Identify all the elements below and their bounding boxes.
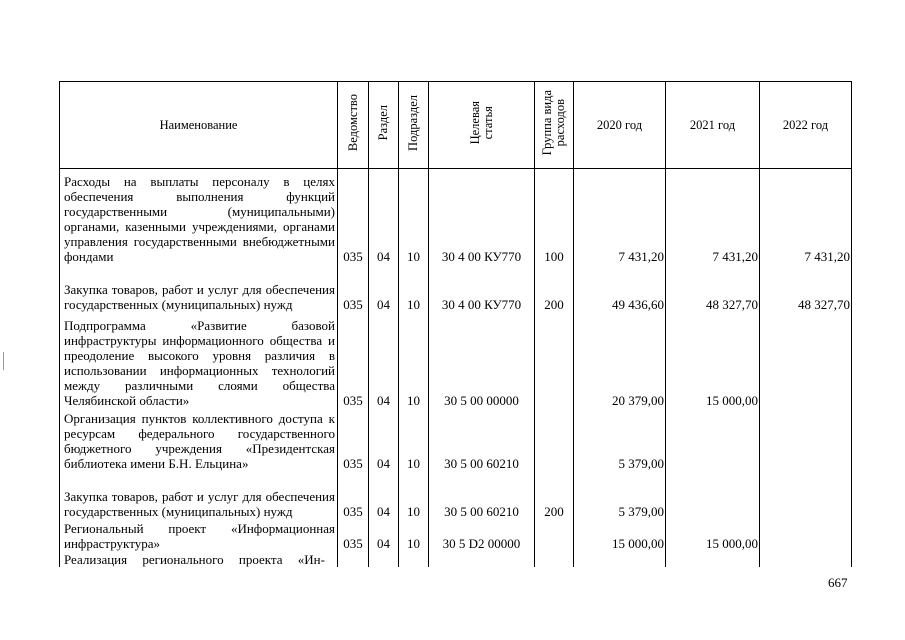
- row-2022: [760, 471, 852, 519]
- table-row: [60, 312, 852, 408]
- row-2020: 5 379,00: [574, 408, 666, 471]
- table-row: [60, 408, 852, 471]
- row-expense-group: 100: [535, 169, 574, 264]
- row-2022: [760, 519, 852, 551]
- row-2021: 7 431,20: [666, 169, 760, 264]
- row-vedomstvo: 035: [338, 408, 369, 471]
- row-vedomstvo: 035: [338, 264, 369, 312]
- row-target-article: 30 4 00 КУ770: [429, 264, 535, 312]
- row-name: Реализация регионального проекта «Ин-: [60, 551, 338, 567]
- row-razdel: 04: [369, 312, 399, 408]
- row-razdel: 04: [369, 408, 399, 471]
- row-name: Закупка товаров, работ и услуг для обеспечения государственных (муниципальных) нужд: [60, 471, 338, 519]
- header-podrazdel: Подраздел: [399, 82, 429, 169]
- row-name: Расходы на выплаты персоналу в целях обеспечения выполнения функций государственными (муниципальными) органами, казенными учреждениями, органами управления государственными внебюджетными фондами: [60, 169, 338, 264]
- row-expense-group: [535, 551, 574, 567]
- row-2021: [666, 551, 760, 567]
- row-razdel: [369, 551, 399, 567]
- row-vedomstvo: 035: [338, 519, 369, 551]
- row-podrazdel: 10: [399, 519, 429, 551]
- row-razdel: 04: [369, 169, 399, 264]
- row-podrazdel: 10: [399, 471, 429, 519]
- row-podrazdel: 10: [399, 312, 429, 408]
- row-name: Подпрограмма «Развитие базовой инфраструктуры информационного общества и преодоление высокого уровня различия в использовании информационных технологий между различными слоями общества Челябинской области»: [60, 312, 338, 408]
- row-2022: [760, 551, 852, 567]
- row-2022: 7 431,20: [760, 169, 852, 264]
- budget-table: [59, 81, 851, 567]
- row-podrazdel: 10: [399, 408, 429, 471]
- row-2020: 20 379,00: [574, 312, 666, 408]
- row-2022: 48 327,70: [760, 264, 852, 312]
- row-expense-group: [535, 408, 574, 471]
- row-expense-group: 200: [535, 471, 574, 519]
- header-target-article: Целевая статья: [429, 82, 535, 169]
- row-name: Организация пунктов коллективного доступа к ресурсам федерального государственного бюджетного учреждения «Президентская библиотека имени Б.Н. Ельцина»: [60, 408, 338, 471]
- row-podrazdel: 10: [399, 264, 429, 312]
- row-vedomstvo: 035: [338, 169, 369, 264]
- row-razdel: 04: [369, 519, 399, 551]
- row-expense-group: [535, 312, 574, 408]
- header-vedomstvo: Ведомство: [338, 82, 369, 169]
- header-razdel: Раздел: [369, 82, 399, 169]
- row-razdel: 04: [369, 471, 399, 519]
- row-expense-group: [535, 519, 574, 551]
- row-2020: 7 431,20: [574, 169, 666, 264]
- table-row: [60, 551, 852, 567]
- row-2020: 49 436,60: [574, 264, 666, 312]
- header-2020: 2020 год: [574, 82, 666, 169]
- row-2020: [574, 551, 666, 567]
- header-row: [60, 82, 852, 169]
- row-target-article: [429, 551, 535, 567]
- table-row: [60, 264, 852, 312]
- row-2021: 15 000,00: [666, 519, 760, 551]
- row-2021: 48 327,70: [666, 264, 760, 312]
- row-2020: 15 000,00: [574, 519, 666, 551]
- row-2022: [760, 312, 852, 408]
- row-2022: [760, 408, 852, 471]
- row-razdel: 04: [369, 264, 399, 312]
- row-expense-group: 200: [535, 264, 574, 312]
- header-2021: 2021 год: [666, 82, 760, 169]
- page-number: 667: [828, 575, 848, 590]
- table-row: [60, 519, 852, 551]
- header-name: Наименование: [60, 82, 338, 169]
- table-row: [60, 471, 852, 519]
- row-name: Региональный проект «Информационная инфраструктура»: [60, 519, 338, 551]
- row-target-article: 30 5 00 60210: [429, 471, 535, 519]
- row-2021: 15 000,00: [666, 312, 760, 408]
- row-2021: [666, 408, 760, 471]
- row-2020: 5 379,00: [574, 471, 666, 519]
- row-target-article: 30 5 00 60210: [429, 408, 535, 471]
- row-vedomstvo: 035: [338, 471, 369, 519]
- row-name: Закупка товаров, работ и услуг для обеспечения государственных (муниципальных) нужд: [60, 264, 338, 312]
- scan-edge-mark: [3, 352, 4, 370]
- row-target-article: 30 4 00 КУ770: [429, 169, 535, 264]
- row-2021: [666, 471, 760, 519]
- row-vedomstvo: [338, 551, 369, 567]
- row-vedomstvo: 035: [338, 312, 369, 408]
- header-expense-group: Группа вида расходов: [535, 82, 574, 169]
- row-podrazdel: [399, 551, 429, 567]
- row-target-article: 30 5 00 00000: [429, 312, 535, 408]
- row-podrazdel: 10: [399, 169, 429, 264]
- table-row: [60, 169, 852, 264]
- row-target-article: 30 5 D2 00000: [429, 519, 535, 551]
- header-2022: 2022 год: [760, 82, 852, 169]
